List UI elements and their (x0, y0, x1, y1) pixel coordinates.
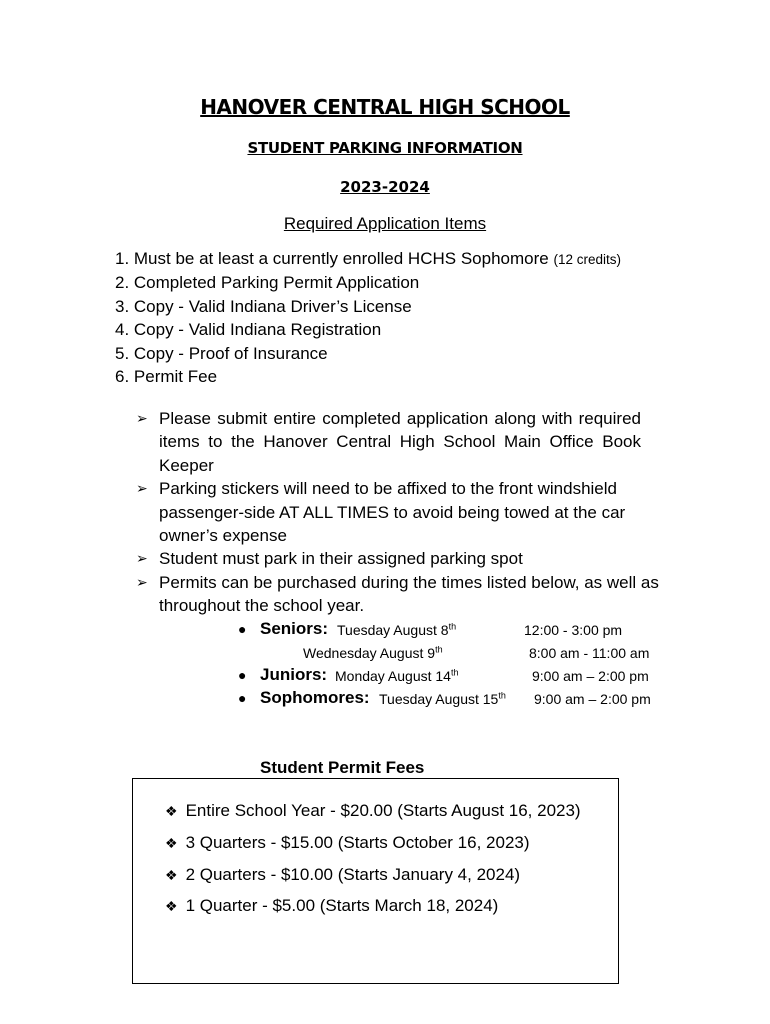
list-item: 2. Completed Parking Permit Application (115, 273, 420, 293)
diamond-bullet-icon: ❖ (165, 898, 178, 914)
list-item: 1. Must be at least a currently enrolled HCHS Sophomore (12 credits) (115, 249, 621, 268)
schedule-date: Wednesday August 9th (303, 644, 443, 661)
fees-box (132, 778, 619, 984)
schedule-time: 8:00 am - 11:00 am (529, 645, 650, 661)
arrow-bullet-icon: ➢ (136, 480, 148, 497)
schedule-date: Tuesday August 8th (337, 621, 457, 638)
fee-item: ❖ 3 Quarters - $15.00 (Starts October 16, 2023) (165, 833, 530, 852)
class-group: Sophomores: (260, 688, 370, 707)
list-item: 3. Copy - Valid Indiana Driver’s License (115, 296, 412, 316)
schedule-time: 9:00 am – 2:00 pm (534, 691, 651, 707)
requirements-heading: Required Application Items (283, 214, 487, 233)
list-item: ➢ Parking stickers will need to be affixed to the front windshield passenger-side AT ALL TIMES to avoid being towed at the car owner’s expense (136, 479, 626, 546)
diamond-bullet-icon: ❖ (165, 835, 178, 851)
arrow-bullet-icon: ➢ (136, 550, 148, 567)
schedule-time: 9:00 am – 2:00 pm (532, 668, 649, 684)
diamond-bullet-icon: ❖ (165, 867, 178, 883)
credits-note: (12 credits) (553, 252, 621, 267)
fees-heading: Student Permit Fees (260, 758, 425, 777)
school-year: 2023-2024 (340, 178, 430, 196)
schedule-date: Tuesday August 15th (379, 690, 506, 707)
school-title: HANOVER CENTRAL HIGH SCHOOL (200, 95, 570, 119)
requirements-list (115, 247, 621, 388)
list-item: ➢ Student must park in their assigned parking spot (136, 547, 696, 570)
list-item: ➢ Please submit entire completed application along with required items to the Hanover Central High School Main Office Book Keeper (136, 409, 641, 475)
fee-item: ❖ 1 Quarter - $5.00 (Starts March 18, 2024) (165, 896, 499, 915)
instructions-list (136, 407, 696, 618)
arrow-bullet-icon: ➢ (136, 410, 148, 426)
arrow-bullet-icon: ➢ (136, 573, 148, 590)
list-item: 6. Permit Fee (115, 367, 218, 387)
list-item: 4. Copy - Valid Indiana Registration (115, 320, 382, 340)
round-bullet-icon: ● (238, 667, 247, 683)
round-bullet-icon: ● (238, 621, 247, 637)
round-bullet-icon: ● (238, 690, 247, 706)
list-item: 5. Copy - Proof of Insurance (115, 343, 328, 363)
document-subtitle: STUDENT PARKING INFORMATION (247, 139, 523, 157)
fee-item: ❖ Entire School Year - $20.00 (Starts August 16, 2023) (165, 801, 581, 820)
diamond-bullet-icon: ❖ (165, 803, 178, 819)
list-item: ➢ Permits can be purchased during the times listed below, as well as throughout the school year. (136, 572, 659, 616)
class-group: Seniors: (260, 619, 329, 638)
class-group: Juniors: (260, 665, 328, 684)
schedule-date: Monday August 14th (335, 667, 459, 684)
fee-item: ❖ 2 Quarters - $10.00 (Starts January 4, 2024) (165, 865, 521, 884)
schedule-time: 12:00 - 3:00 pm (524, 622, 623, 638)
